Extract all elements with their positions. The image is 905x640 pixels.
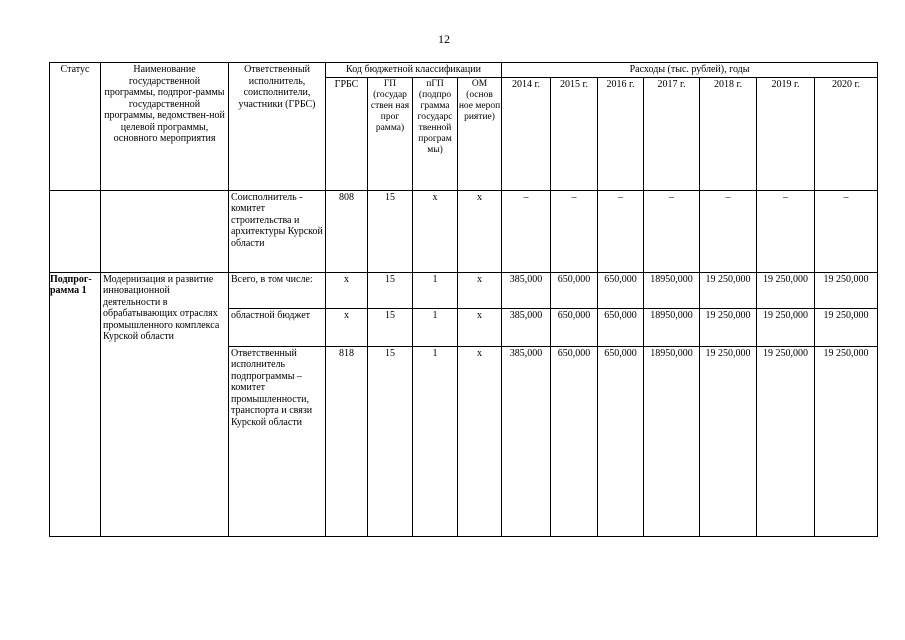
- cell-value: –: [644, 190, 700, 272]
- page-number: 12: [438, 32, 450, 46]
- cell-om: x: [458, 308, 502, 346]
- cell-status-empty: [50, 190, 101, 272]
- cell-value: 650,000: [551, 308, 598, 346]
- header-year: 2019 г.: [757, 77, 815, 190]
- cell-subprogram-status: Подпрог-рамма 1: [50, 272, 101, 536]
- cell-value: 19 250,000: [757, 272, 815, 308]
- cell-value: –: [551, 190, 598, 272]
- cell-value: 650,000: [598, 308, 644, 346]
- cell-om: x: [458, 190, 502, 272]
- cell-subprogram-name: Модернизация и развитие инновационной деятельности в обрабатывающих отраслях промышленного комплекса Курской области: [101, 272, 229, 536]
- header-pgp: пГП (подпро грамма государс твенной програм мы): [413, 77, 458, 190]
- cell-value: 650,000: [598, 272, 644, 308]
- header-row-1: [50, 63, 878, 78]
- cell-value: 19 250,000: [700, 272, 757, 308]
- cell-value: 19 250,000: [757, 308, 815, 346]
- cell-value: 19 250,000: [815, 308, 878, 346]
- cell-om: x: [458, 346, 502, 536]
- cell-pgp: 1: [413, 308, 458, 346]
- cell-responsible: Всего, в том числе:: [229, 272, 326, 308]
- cell-value: 650,000: [551, 346, 598, 536]
- cell-value: –: [757, 190, 815, 272]
- header-status: Статус: [50, 63, 101, 191]
- cell-grbs: x: [326, 308, 368, 346]
- cell-value: 19 250,000: [700, 308, 757, 346]
- cell-value: –: [700, 190, 757, 272]
- header-year: 2020 г.: [815, 77, 878, 190]
- cell-value: 19 250,000: [700, 346, 757, 536]
- cell-value: 18950,000: [644, 272, 700, 308]
- cell-responsible: Ответственный исполнитель подпрограммы – комитет промышленности, транспорта и связи Курской области: [229, 346, 326, 536]
- header-grbs: ГРБС: [326, 77, 368, 190]
- cell-gp: 15: [368, 272, 413, 308]
- cell-value: 19 250,000: [815, 272, 878, 308]
- cell-value: 385,000: [502, 346, 551, 536]
- cell-value: 650,000: [598, 346, 644, 536]
- header-budget-code: Код бюджетной классификации: [326, 63, 502, 78]
- cell-om: x: [458, 272, 502, 308]
- cell-gp: 15: [368, 308, 413, 346]
- table-row-subprogram-total: [50, 272, 878, 308]
- header-year: 2016 г.: [598, 77, 644, 190]
- cell-value: 19 250,000: [815, 346, 878, 536]
- cell-value: 385,000: [502, 272, 551, 308]
- cell-value: 18950,000: [644, 308, 700, 346]
- cell-value: 385,000: [502, 308, 551, 346]
- cell-gp: 15: [368, 346, 413, 536]
- cell-responsible: Соисполнитель - комитет строительства и архитектуры Курской области: [229, 190, 326, 272]
- cell-grbs: x: [326, 272, 368, 308]
- header-om: ОМ (основ ное мероп риятие): [458, 77, 502, 190]
- cell-value: –: [815, 190, 878, 272]
- cell-pgp: 1: [413, 272, 458, 308]
- header-year: 2014 г.: [502, 77, 551, 190]
- cell-gp: 15: [368, 190, 413, 272]
- table-row-coexecutor: [50, 190, 878, 272]
- cell-value: –: [502, 190, 551, 272]
- cell-value: –: [598, 190, 644, 272]
- cell-pgp: 1: [413, 346, 458, 536]
- header-year: 2018 г.: [700, 77, 757, 190]
- cell-pgp: x: [413, 190, 458, 272]
- cell-value: 19 250,000: [757, 346, 815, 536]
- budget-table: [49, 62, 878, 537]
- header-gp: ГП (государ ствен ная прог рамма): [368, 77, 413, 190]
- cell-grbs: 818: [326, 346, 368, 536]
- cell-name-empty: [101, 190, 229, 272]
- header-expenses: Расходы (тыс. рублей), годы: [502, 63, 878, 78]
- header-year: 2017 г.: [644, 77, 700, 190]
- cell-value: 650,000: [551, 272, 598, 308]
- header-responsible: Ответственный исполнитель, соисполнители, участники (ГРБС): [229, 63, 326, 191]
- cell-value: 18950,000: [644, 346, 700, 536]
- cell-responsible: областной бюджет: [229, 308, 326, 346]
- header-name: Наименование государственной программы, подпрог-раммы государственной программы, ведомствен-ной целевой программы, основного мероприятия: [101, 63, 229, 191]
- header-year: 2015 г.: [551, 77, 598, 190]
- cell-grbs: 808: [326, 190, 368, 272]
